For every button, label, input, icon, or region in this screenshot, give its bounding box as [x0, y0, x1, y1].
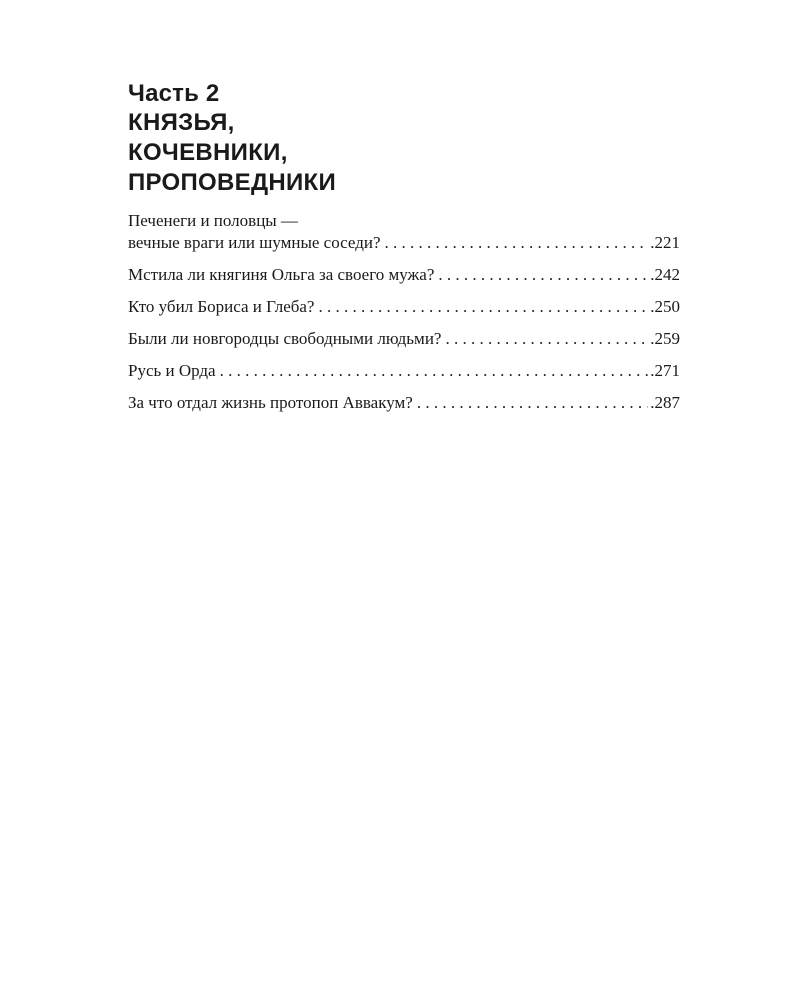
toc-page-number: .271 — [650, 361, 680, 380]
dot-leader — [417, 392, 648, 414]
toc-entry[interactable] — [128, 392, 680, 414]
toc-entry-title: Были ли новгородцы свободными людьми? — [128, 329, 442, 348]
toc-entry-title: Кто убил Бориса и Глеба? — [128, 297, 315, 316]
dot-leader — [220, 360, 649, 382]
toc-entry[interactable] — [128, 210, 680, 254]
contents-page — [128, 80, 680, 424]
part-title-line: КНЯЗЬЯ, — [128, 109, 235, 136]
dot-leader — [438, 264, 648, 286]
toc-entry-line — [128, 328, 680, 350]
part-title — [128, 108, 680, 198]
toc-page-number: .221 — [650, 233, 680, 252]
toc-entry-line — [128, 264, 680, 286]
toc-entry-line — [128, 392, 680, 414]
toc-entry[interactable] — [128, 264, 680, 286]
toc-entry-title: За что отдал жизнь протопоп Аввакум? — [128, 393, 413, 412]
dot-leader — [318, 296, 648, 318]
table-of-contents — [128, 210, 680, 414]
toc-entry-line — [128, 296, 680, 318]
dot-leader — [385, 232, 649, 254]
toc-entry-title: Русь и Орда — [128, 361, 216, 380]
part-title-line: КОЧЕВНИКИ, — [128, 139, 288, 166]
toc-entry[interactable] — [128, 296, 680, 318]
toc-entry-title: Мстила ли княгиня Ольга за своего мужа? — [128, 265, 435, 284]
toc-entry[interactable] — [128, 328, 680, 350]
dot-leader — [445, 328, 648, 350]
toc-entry-title: вечные враги или шумные соседи? — [128, 233, 381, 252]
toc-page-number: .259 — [650, 329, 680, 348]
toc-page-number: .242 — [650, 265, 680, 284]
part-title-line: ПРОПОВЕДНИКИ — [128, 169, 337, 196]
toc-entry-line — [128, 360, 680, 382]
toc-page-number: .287 — [650, 393, 680, 412]
toc-entry-line — [128, 232, 680, 254]
toc-entry[interactable] — [128, 360, 680, 382]
part-label: Часть 2 — [128, 80, 220, 107]
toc-page-number: .250 — [650, 297, 680, 316]
toc-entry-title-line: Печенеги и половцы — — [128, 211, 298, 230]
